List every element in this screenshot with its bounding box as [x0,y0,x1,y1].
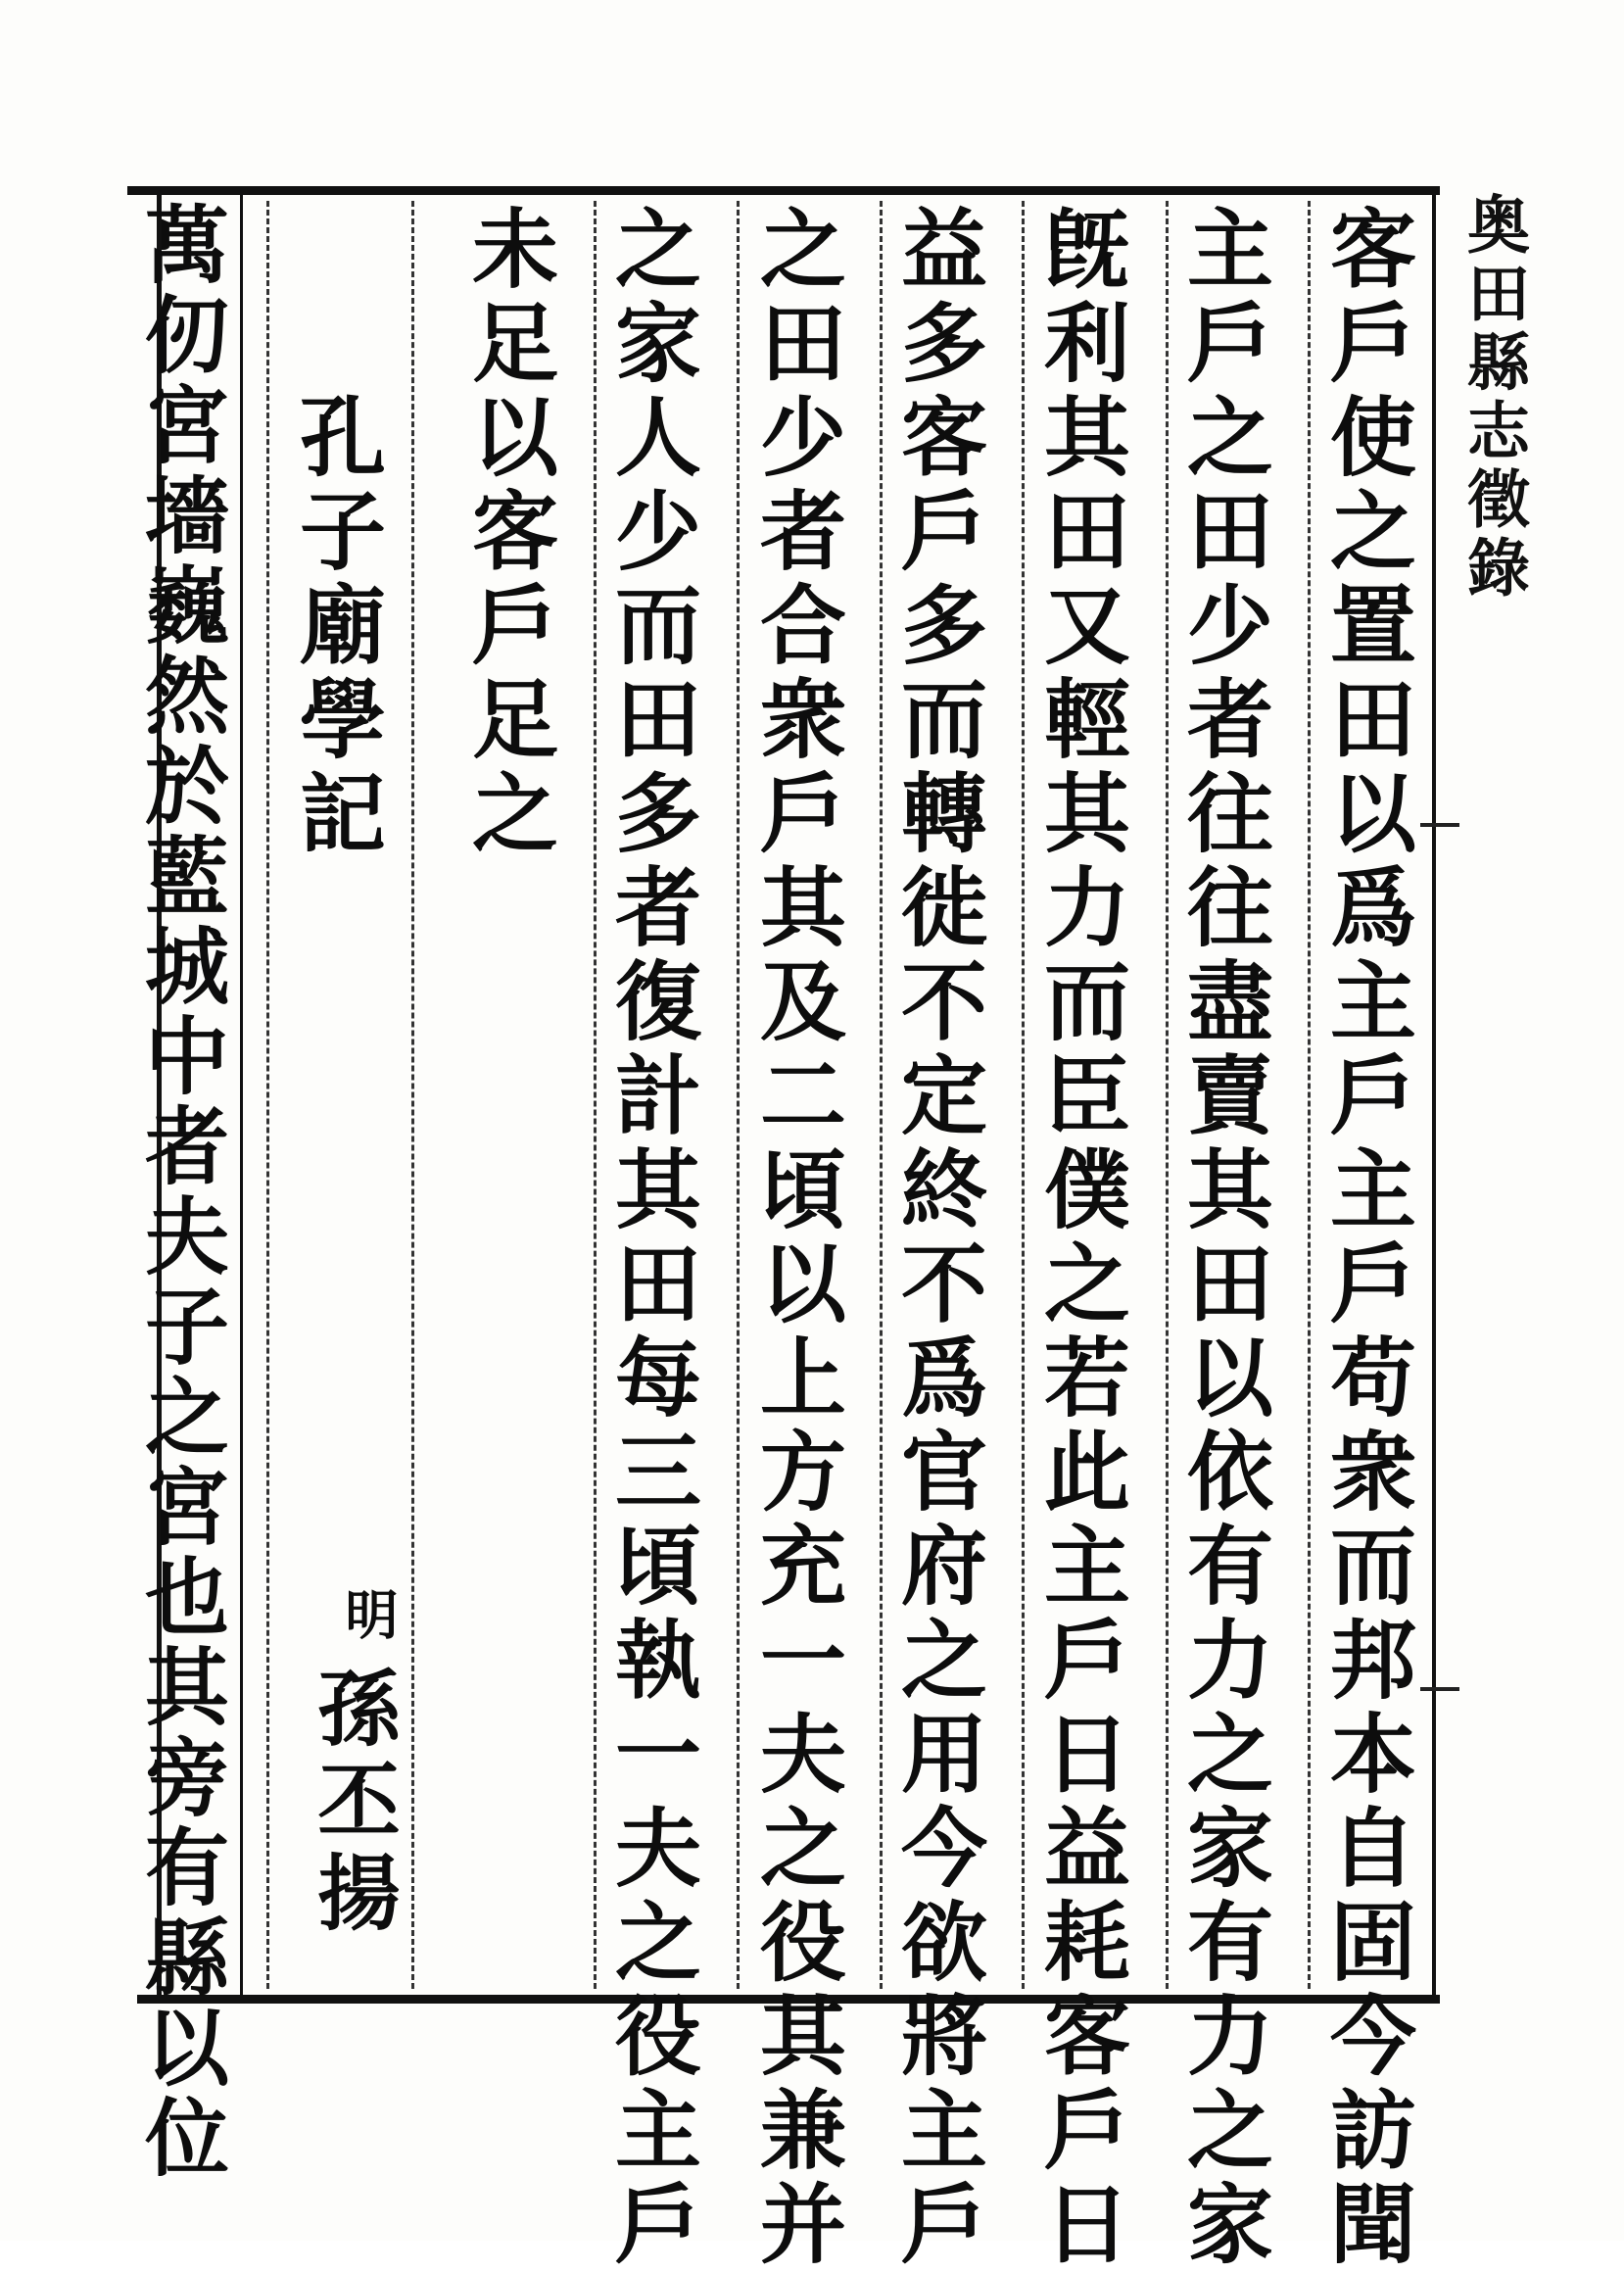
text-column-6: 之家人少而田多者復計其田每三頃執一夫之役主戶 [601,204,703,2273]
column-separator [266,201,269,1989]
text-column-5: 之田少者合衆戶其及二頃以上方充一夫之役其兼并 [746,204,848,2273]
column-separator [880,201,883,1989]
frame-inner-left-rule [240,194,243,1997]
frame-top-rule [127,186,1440,195]
text-column-3: 旣利其田又輕其力而臣僕之若此主戶日益耗客戶日 [1030,204,1132,2273]
author-dynasty: 明 [337,1587,400,1640]
margin-mark-upper [1420,823,1459,827]
column-separator [1166,201,1169,1989]
section-title: 孔子廟學記 [286,392,388,862]
text-column-last: 萬仞宮墻巍然於藍城中者夫子之宮也其旁有縣以位 [130,201,229,2184]
text-column-7: 未足以客戶足之 [458,204,560,862]
frame-right-rule [1432,194,1436,1997]
margin-mark-lower [1420,1687,1459,1691]
author-name: 孫丕揚 [305,1666,402,1942]
column-separator [737,201,740,1989]
column-separator [1022,201,1025,1989]
running-header: 奥田縣志徵錄 [1457,192,1530,604]
text-column-4: 益多客戶多而轉徙不定終不爲官府之用今欲將主戶 [887,204,989,2273]
column-separator [1308,201,1311,1989]
text-column-2: 主戶之田少者往往盡賣其田以依有力之家有力之家 [1173,204,1275,2273]
text-column-1: 客戶使之置田以爲主戶主戶苟衆而邦本自固今訪聞 [1316,204,1418,2273]
column-separator [594,201,597,1989]
